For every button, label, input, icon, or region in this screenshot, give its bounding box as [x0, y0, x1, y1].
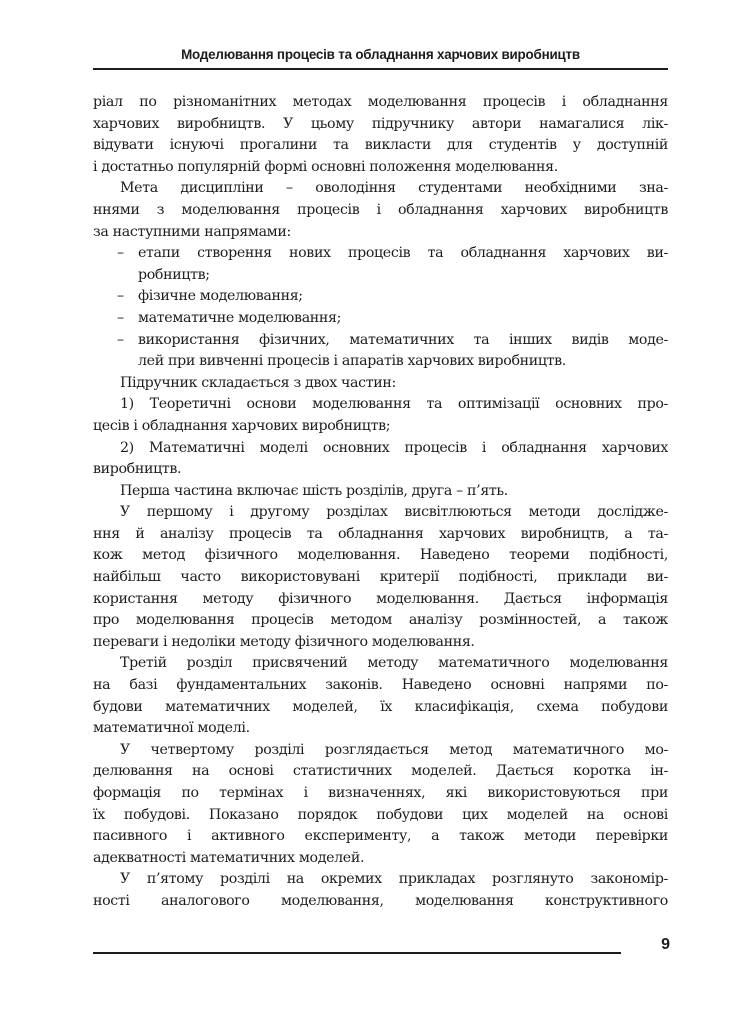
text-line: і достатньо популярній формі основні положення моделювання.	[93, 158, 558, 175]
bullet-dash: –	[117, 309, 124, 326]
text-line: будови математичних моделей, їх класифікація, схема побудови	[93, 698, 668, 715]
text-line: Підручник складається з двох частин:	[120, 374, 396, 391]
text-line: пасивного і активного експерименту, а також методи перевірки	[93, 828, 668, 845]
footer-rule	[93, 952, 621, 954]
text-line: У п’ятому розділі на окремих прикладах розглянуто закономір-	[120, 871, 668, 888]
text-line: ння й аналізу процесів та обладнання харчових виробництв, а та-	[93, 525, 668, 542]
bullet-line	[93, 330, 668, 352]
bullet-text: фізичне моделювання;	[138, 288, 303, 305]
text-line: найбільш часто використовувані критерії подібності, приклади ви-	[93, 569, 668, 586]
text-line: переваги і недоліки методу фізичного моделювання.	[93, 633, 475, 650]
text-line: користання методу фізичного моделювання. Дається інформація	[93, 590, 668, 607]
text-line: делювання на основі статистичних моделей. Дається коротка ін-	[93, 763, 668, 780]
running-header-title: Моделювання процесів та обладнання харчових виробництв	[181, 47, 580, 62]
text-line: виробництв.	[93, 461, 182, 478]
text-line: за наступними напрямами:	[93, 223, 291, 240]
text-line: адекватності математичних моделей.	[93, 849, 365, 866]
text-line: 2) Математичні моделі основних процесів і обладнання харчових	[120, 439, 668, 456]
running-header	[93, 43, 668, 71]
text-line: на базі фундаментальних законів. Наведено основні напрями по-	[93, 677, 668, 694]
page-body-text	[93, 92, 668, 913]
bullet-line	[93, 308, 668, 330]
text-line: ності аналогового моделювання, моделювання конструктивного	[93, 892, 668, 909]
text-line: цесів і обладнання харчових виробництв;	[93, 417, 391, 434]
text-line: відувати існуючі прогалини та викласти для студентів у доступній	[93, 137, 668, 154]
text-line: ннями з моделювання процесів і обладнання харчових виробництв	[93, 201, 668, 218]
bullet-text: використання фізичних, математичних та інших видів моде-	[138, 331, 668, 348]
page-number: 9	[661, 936, 670, 953]
bullet-text: математичне моделювання;	[138, 309, 342, 326]
text-line: У першому і другому розділах висвітлюються методи дослідже-	[120, 504, 668, 521]
bullet-line	[93, 243, 668, 265]
bullet-line	[93, 286, 668, 308]
text-line: Мета дисципліни – оволодіння студентами необхідними зна-	[120, 180, 668, 197]
text-line: робництв;	[138, 266, 210, 283]
text-line: кож метод фізичного моделювання. Наведено теореми подібності,	[93, 547, 668, 564]
bullet-text: етапи створення нових процесів та обладнання харчових ви-	[138, 245, 668, 262]
bullet-dash: –	[117, 288, 124, 305]
header-rule	[93, 68, 668, 70]
text-line: Третій розділ присвячений методу математичного моделювання	[120, 655, 668, 672]
text-line: 1) Теоретичні основи моделювання та оптимізації основних про-	[120, 396, 668, 413]
text-line: Перша частина включає шість розділів, друга – п’ять.	[120, 482, 508, 499]
text-line: про моделювання процесів методом аналізу розмінностей, а також	[93, 612, 668, 629]
text-line: формація по термінах і визначеннях, які використовуються при	[93, 785, 668, 801]
text-line: математичної моделі.	[93, 720, 250, 737]
text-line: У четвертому розділі розглядається метод математичного мо-	[120, 741, 668, 758]
bullet-dash: –	[117, 331, 124, 348]
text-line: ріал по різноманітних методах моделювання процесів і обладнання	[93, 94, 668, 110]
bullet-dash: –	[117, 245, 124, 262]
text-line: лей при вивченні процесів і апаратів харчових виробництв.	[138, 353, 566, 370]
text-line: харчових виробництв. У цьому підручнику автори намагалися лік-	[93, 115, 668, 132]
text-line: їх побудові. Показано порядок побудови цих моделей на основі	[93, 806, 668, 823]
